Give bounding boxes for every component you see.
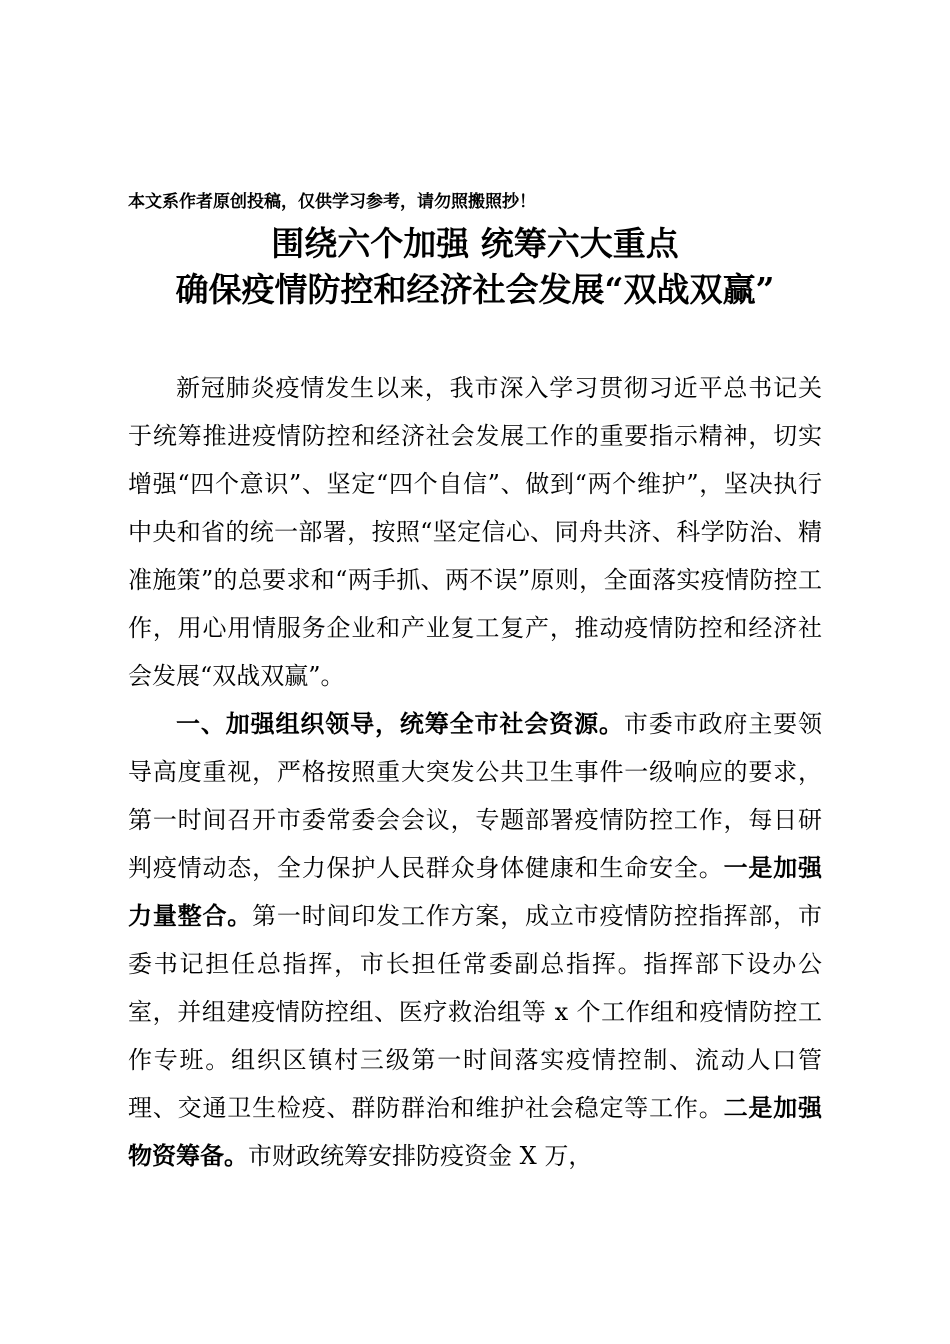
section-1-paragraph: [128, 700, 822, 1180]
point-1-label: 一是加强力量整合。: [128, 853, 823, 930]
copyright-notice: 本文系作者原创投稿，仅供学习参考，请勿照搬照抄！: [128, 192, 536, 212]
document-title-line-1: 围绕六个加强 统筹六大重点: [271, 224, 679, 263]
point-1-text: 第一时间印发工作方案，成立市疫情防控指挥部，市委书记担任总指挥，市长担任常委副总指挥。指挥部下设办公室，并组建疫情防控组、医疗救治组等 x 个工作组和疫情防控工作专班。组织区镇村三级第一时间落实疫情控制、流动人口管理、交通卫生检疫、群防群治和维护社会稳定等工作。: [128, 902, 823, 1122]
intro-paragraph: 新冠肺炎疫情发生以来，我市深入学习贯彻习近平总书记关于统筹推进疫情防控和经济社会发展工作的重要指示精神，切实增强“四个意识”、坚定“四个自信”、做到“两个维护”，坚决执行中央和省的统一部署，按照“坚定信心、同舟共济、科学防治、精准施策”的总要求和“两手抓、两不误”原则，全面落实疫情防控工作，用心用情服务企业和产业复工复产，推动疫情防控和经济社会发展“双战双赢”。: [128, 374, 822, 690]
document-title-line-2: 确保疫情防控和经济社会发展“双战双赢”: [175, 270, 775, 309]
document-body: [128, 364, 822, 1180]
section-1-text: 市委市政府主要领导高度重视，严格按照重大突发公共卫生事件一级响应的要求，第一时间召开市委常委会会议，专题部署疫情防控工作，每日研判疫情动态，全力保护人民群众身体健康和生命安全。: [128, 710, 823, 882]
point-2-text: 市财政统筹安排防疫资金 X 万，: [248, 1142, 593, 1170]
point-2-label: 二是加强物资筹备。: [128, 1093, 823, 1170]
section-1-heading: 一、加强组织领导，统筹全市社会资源。: [176, 710, 624, 738]
